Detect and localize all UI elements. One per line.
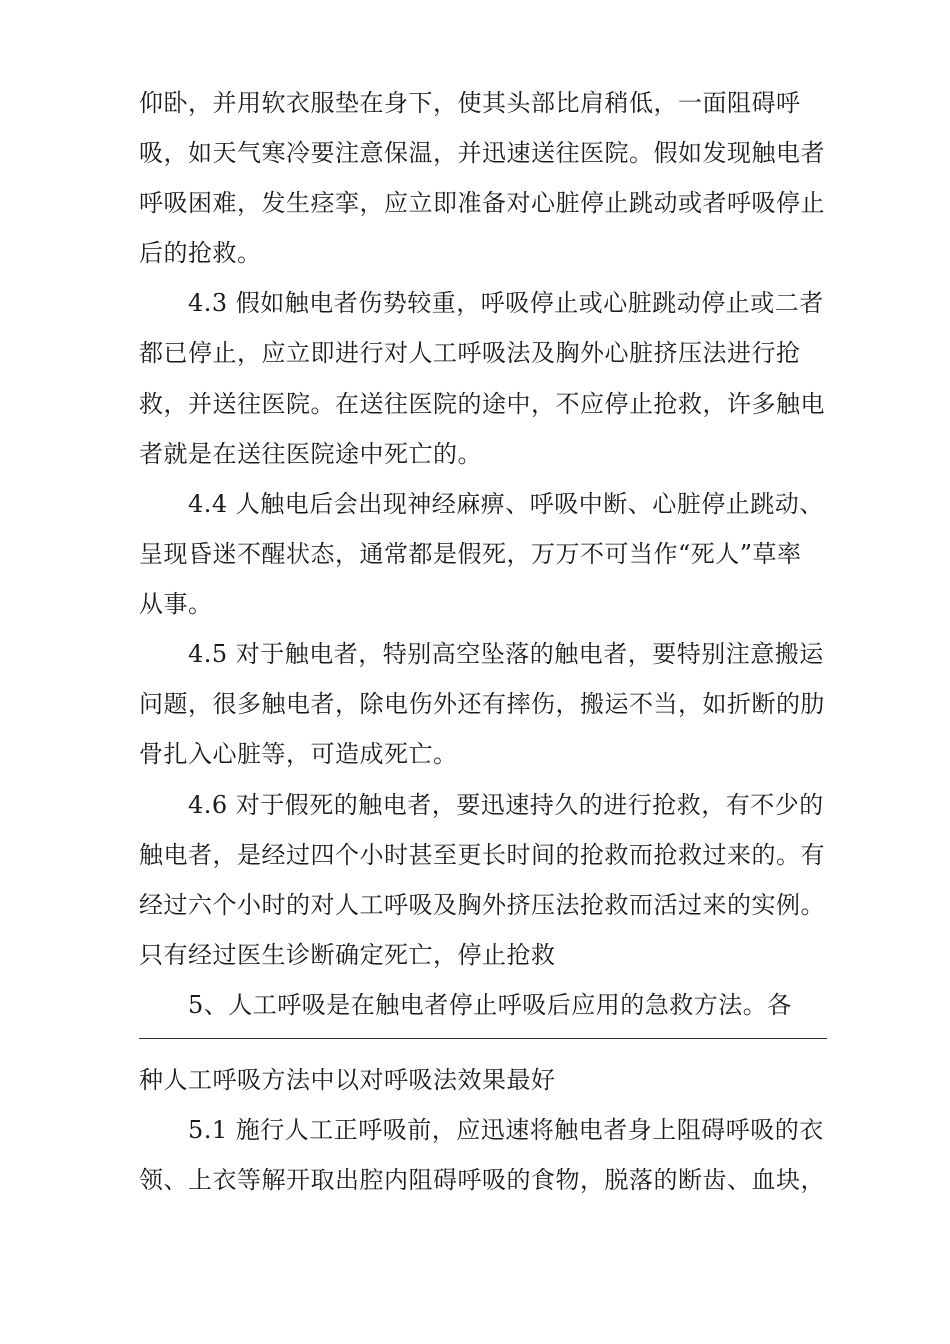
text-line: 4.6 对于假死的触电者，要迅速持久的进行抢救，有不少的: [188, 791, 824, 819]
text-line: 领、上衣等解开取出腔内阻碍呼吸的食物，脱落的断齿、血块，: [139, 1166, 825, 1194]
text-line: 问题，很多触电者，除电伤外还有摔伤，搬运不当，如折断的肋: [139, 690, 825, 718]
text-line: 救，并送往医院。在送往医院的途中，不应停止抢救，许多触电: [139, 390, 825, 418]
text-line: 呈现昏迷不醒状态，通常都是假死，万万不可当作“死人”草率: [139, 540, 802, 568]
text-line: 从事。: [139, 590, 213, 618]
text-line: 5.1 施行人工正呼吸前，应迅速将触电者身上阻碍呼吸的衣: [188, 1116, 824, 1144]
text-line: 都已停止，应立即进行对人工呼吸法及胸外心脏挤压法进行抢: [139, 339, 801, 367]
text-line: 经过六个小时的对人工呼吸及胸外挤压法抢救而活过来的实例。: [139, 891, 825, 919]
text-line: 4.3 假如触电者伤势较重，呼吸停止或心脏跳动停止或二者: [188, 289, 824, 317]
text-line: 4.5 对于触电者，特别高空坠落的触电者，要特别注意搬运: [188, 640, 824, 668]
text-line: 呼吸困难，发生痉挛，应立即准备对心脏停止跳动或者呼吸停止: [139, 189, 825, 217]
text-line: 仰卧，并用软衣服垫在身下，使其头部比肩稍低，一面阻碍呼: [139, 89, 801, 117]
text-line: 只有经过医生诊断确定死亡，停止抢救: [139, 941, 556, 969]
text-line: 5、人工呼吸是在触电者停止呼吸后应用的急救方法。各: [188, 991, 792, 1019]
page-divider: [139, 1038, 827, 1039]
text-line: 4.4 人触电后会出现神经麻痹、呼吸中断、心脏停止跳动、: [188, 490, 824, 518]
text-line: 吸，如天气寒冷要注意保温，并迅速送往医院。假如发现触电者: [139, 139, 825, 167]
text-line: 触电者，是经过四个小时甚至更长时间的抢救而抢救过来的。有: [139, 841, 825, 869]
text-line: 后的抢救。: [139, 239, 262, 267]
text-line: 种人工呼吸方法中以对呼吸法效果最好: [139, 1066, 556, 1094]
text-line: 骨扎入心脏等，可造成死亡。: [139, 740, 458, 768]
text-line: 者就是在送往医院途中死亡的。: [139, 440, 482, 468]
